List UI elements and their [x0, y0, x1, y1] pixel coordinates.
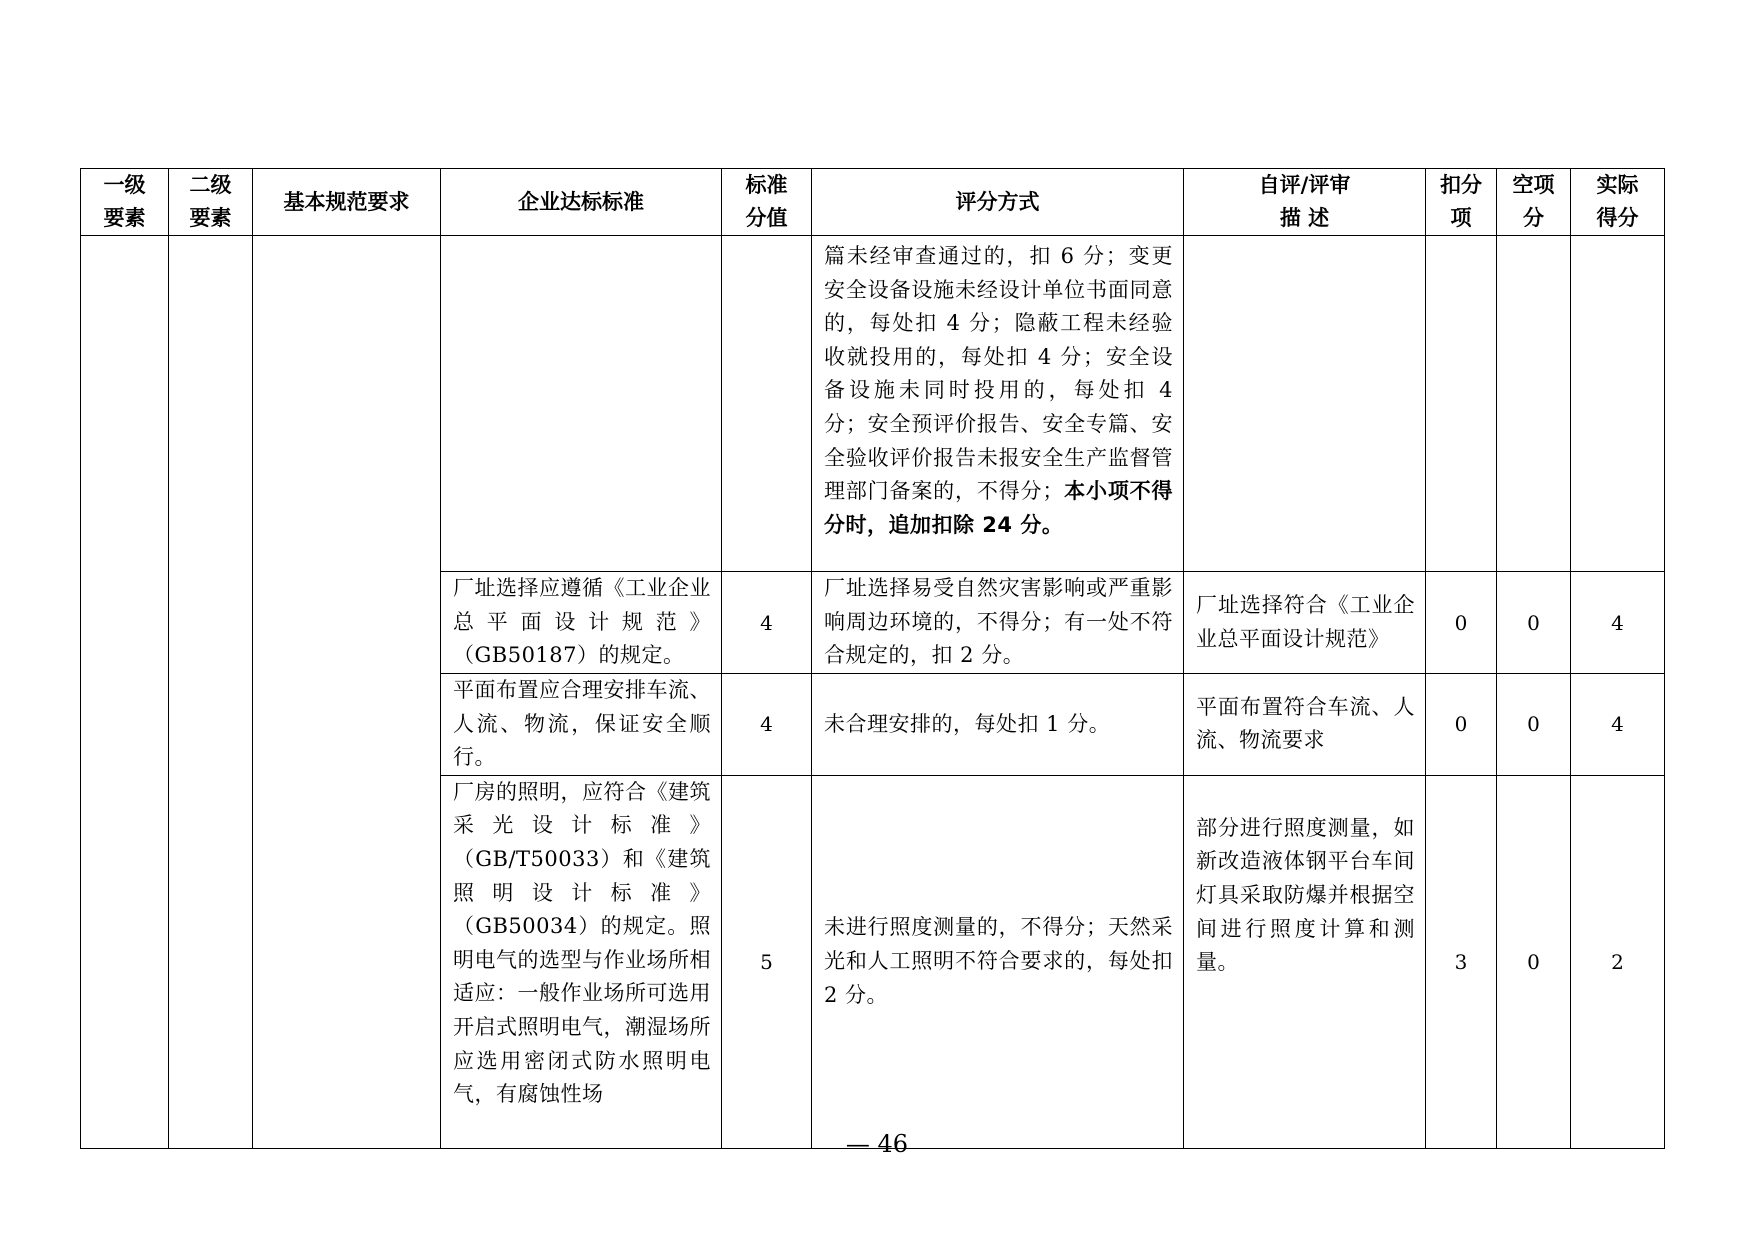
table-row [81, 236, 1665, 572]
self-eval-cell: 部分进行照度测量，如新改造液体钢平台车间灯具采取防爆并根据空间进行照度计算和测量。 [1184, 775, 1426, 1148]
level1-cell [81, 236, 169, 1149]
page-number: — 46 [845, 1130, 909, 1158]
standard-cell [441, 236, 722, 572]
scoring-table [80, 168, 1665, 1149]
level2-cell [169, 236, 253, 1149]
score-value-cell: 4 [722, 572, 812, 674]
header-scoring-method: 评分方式 [812, 169, 1184, 236]
deduct-cell: 3 [1426, 775, 1497, 1148]
standard-cell: 厂址选择应遵循《工业企业总平面设计规范》（GB50187）的规定。 [441, 572, 722, 674]
empty-cell: 0 [1497, 674, 1571, 776]
header-score-value: 标准 分值 [722, 169, 812, 236]
header-row [81, 169, 1665, 236]
empty-cell: 0 [1497, 572, 1571, 674]
standard-cell [441, 775, 722, 1148]
score-value-cell: 4 [722, 674, 812, 776]
score-value-cell [722, 236, 812, 572]
score-value-cell: 5 [722, 775, 812, 1148]
self-eval-cell: 厂址选择符合《工业企业总平面设计规范》 [1184, 572, 1426, 674]
self-eval-cell: 平面布置符合车流、人流、物流要求 [1184, 674, 1426, 776]
header-enterprise-standard: 企业达标标准 [441, 169, 722, 236]
method-cell: 未进行照度测量的，不得分；天然采光和人工照明不符合要求的，每处扣 2 分。 [812, 775, 1184, 1148]
deduct-cell: 0 [1426, 674, 1497, 776]
header-self-evaluation: 自评/评审 描 述 [1184, 169, 1426, 236]
self-eval-cell [1184, 236, 1426, 572]
deduct-cell [1426, 236, 1497, 572]
standard-text: 厂房的照明，应符合《建筑采光设计标准》（GB/T50033）和《建筑照明设计标准》（GB50034）的规定。照明电气的选型与作业场所相适应：一般作业场所可选用开启式照明电气，潮湿场所应选用密闭式防水照明电气，有腐蚀性场 [453, 779, 711, 1107]
method-cell [812, 236, 1184, 572]
method-text: 篇未经审查通过的，扣 6 分；变更安全设备设施未经设计单位书面同意的，每处扣 4 分；隐蔽工程未经验收就投用的，每处扣 4 分；安全设备设施未同时投用的，每处扣 4 分；安全预评价报告、安全专篇、安全验收评价报告未报安全生产监督管理部门备案的，不得分； [824, 244, 1173, 504]
method-cell: 未合理安排的，每处扣 1 分。 [812, 674, 1184, 776]
header-empty-item: 空项 分 [1497, 169, 1571, 236]
standard-cell: 平面布置应合理安排车流、人流、物流，保证安全顺行。 [441, 674, 722, 776]
actual-score-cell: 4 [1571, 572, 1665, 674]
empty-cell: 0 [1497, 775, 1571, 1148]
header-level1: 一级 要素 [81, 169, 169, 236]
header-deduction: 扣分 项 [1426, 169, 1497, 236]
header-actual-score: 实际 得分 [1571, 169, 1665, 236]
actual-score-cell: 4 [1571, 674, 1665, 776]
header-basic-requirement: 基本规范要求 [253, 169, 441, 236]
actual-score-cell [1571, 236, 1665, 572]
method-bold-text: 本小项不得分时，追加扣除 24 分。 [824, 479, 1174, 537]
method-cell: 厂址选择易受自然灾害影响或严重影响周边环境的，不得分；有一处不符合规定的，扣 2 分。 [812, 572, 1184, 674]
basic-requirement-cell [253, 236, 441, 1149]
header-level2: 二级 要素 [169, 169, 253, 236]
actual-score-cell: 2 [1571, 775, 1665, 1148]
empty-cell [1497, 236, 1571, 572]
deduct-cell: 0 [1426, 572, 1497, 674]
